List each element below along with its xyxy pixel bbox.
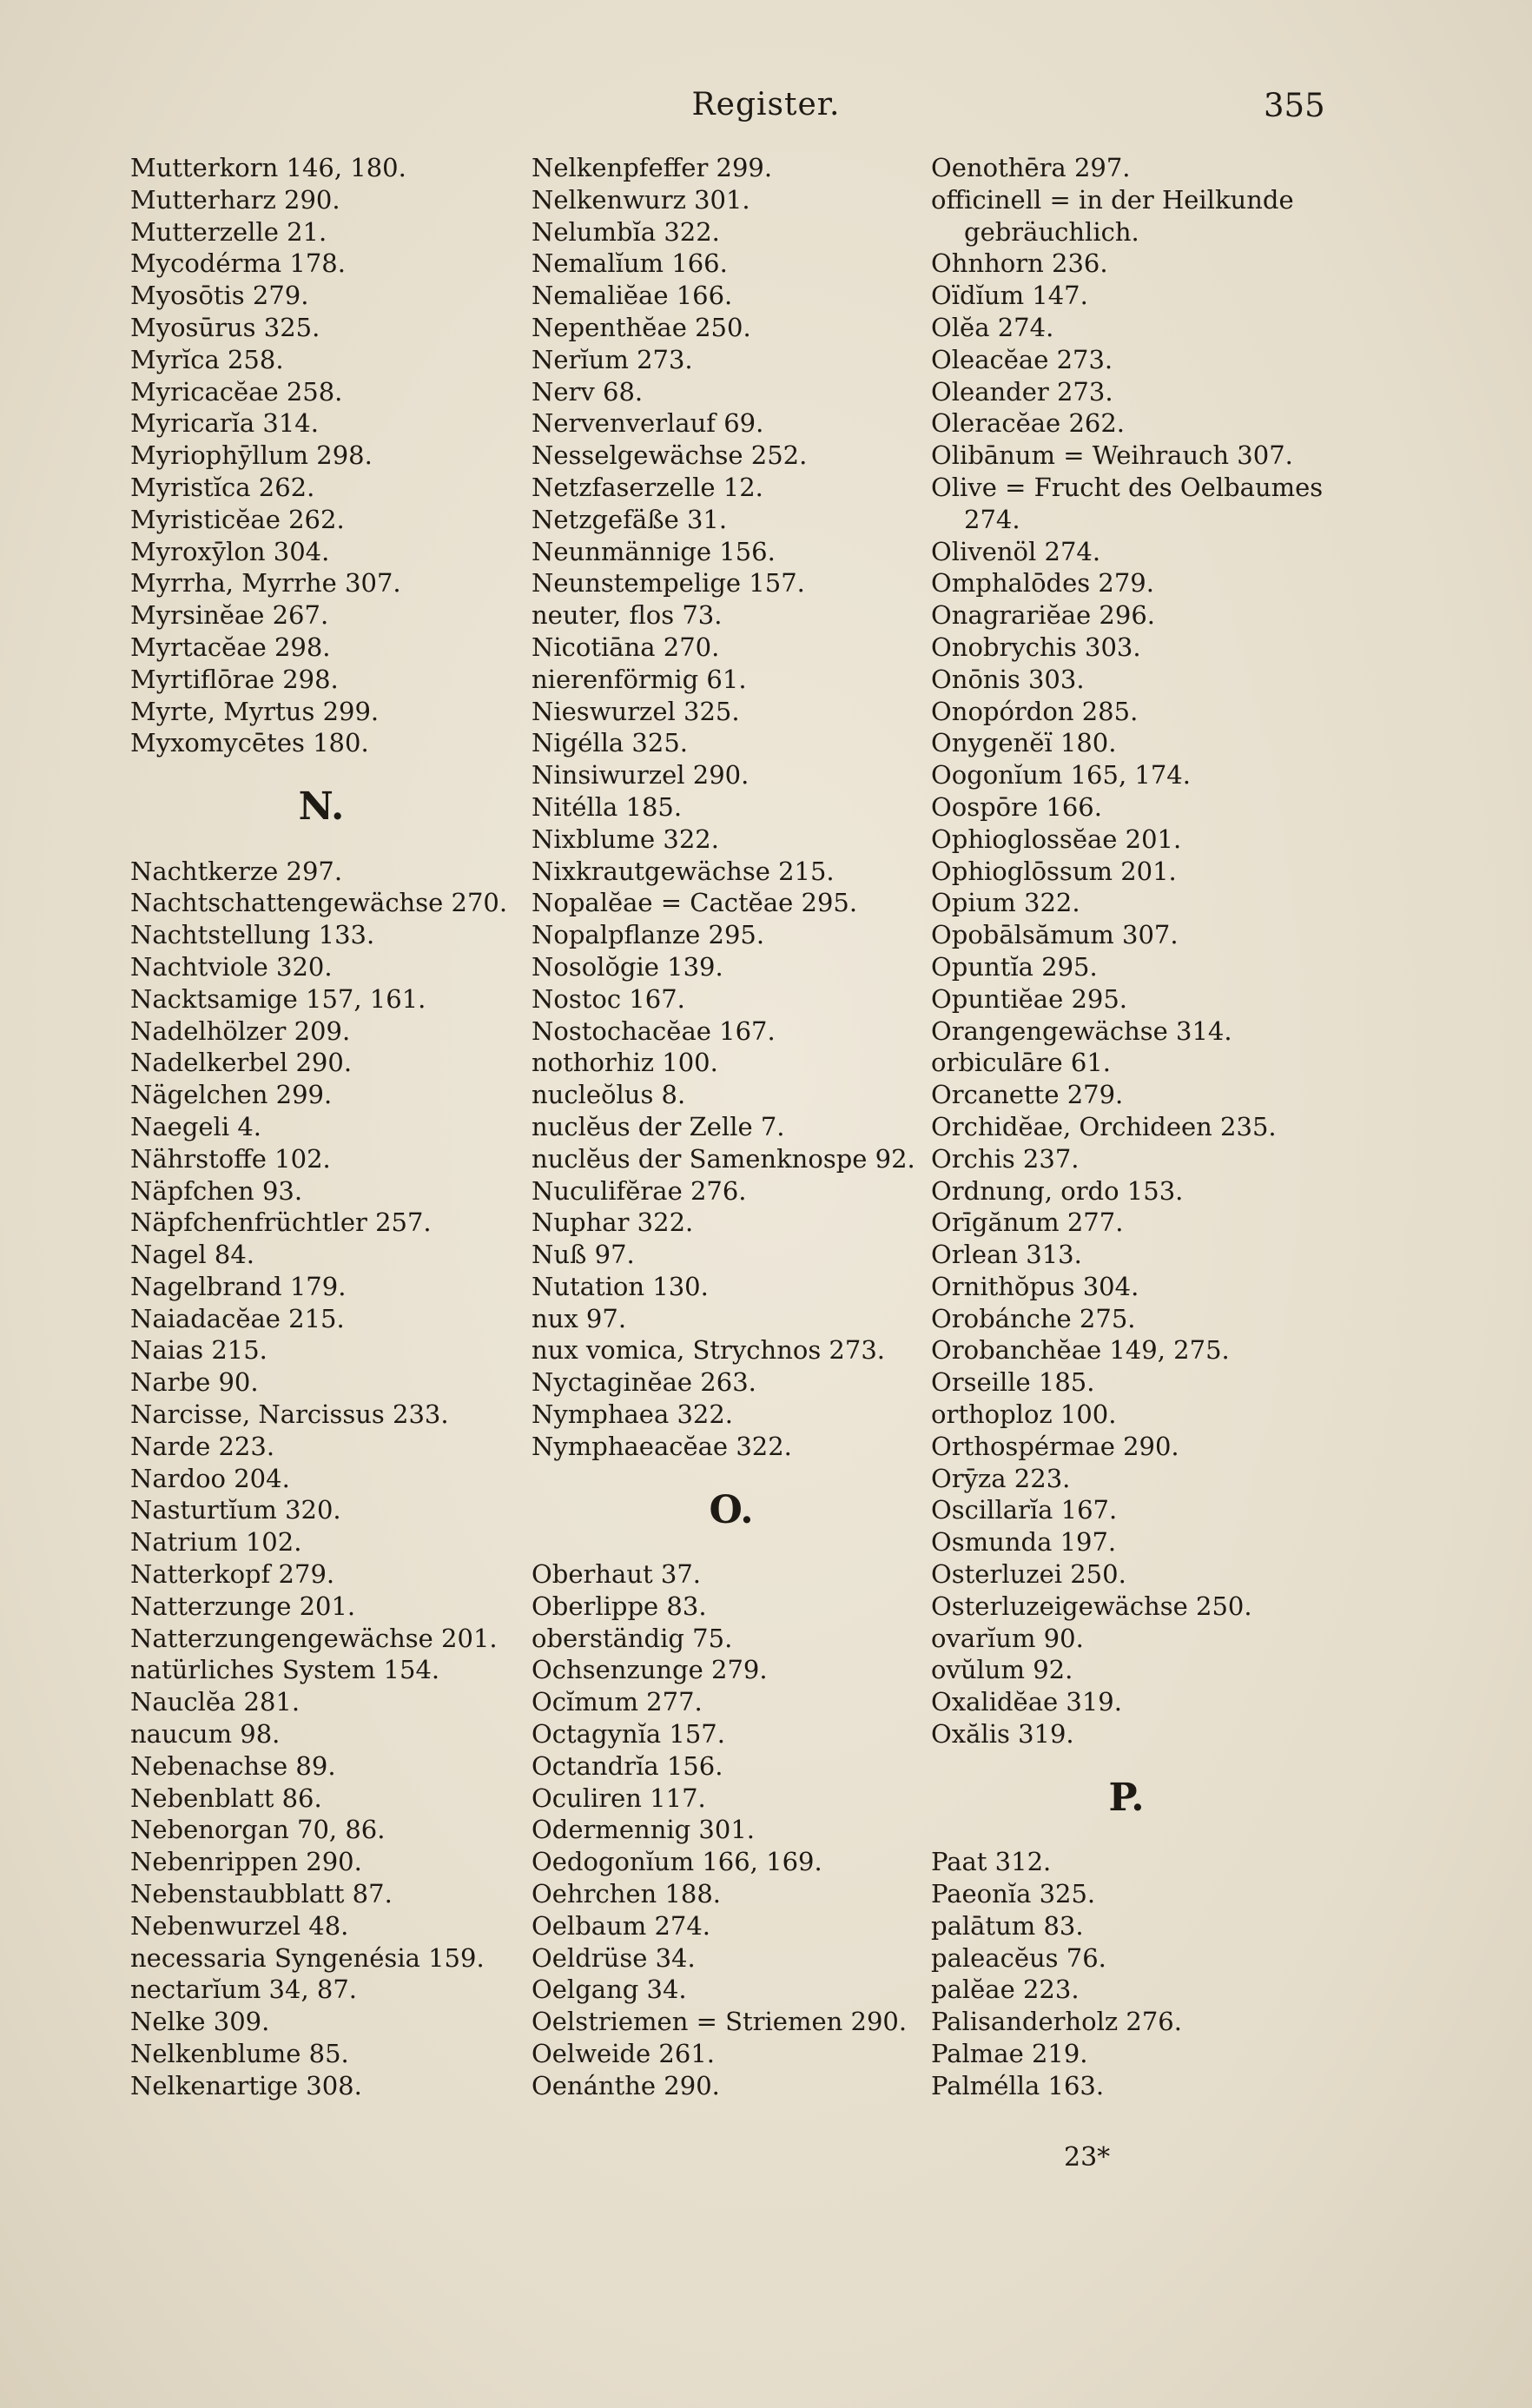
index-entry: Oscillarĭa 167. (931, 1495, 1118, 1525)
index-entry: nucleŏlus 8. (532, 1080, 686, 1110)
index-entry: Naegeli 4. (130, 1111, 261, 1141)
index-entry: Paat 312. (931, 1847, 1052, 1877)
index-entry: Nervenverlauf 69. (532, 408, 764, 439)
index-entry: Nadelhölzer 209. (130, 1015, 351, 1046)
index-entry: Ophioglossĕae 201. (931, 824, 1182, 854)
index-entry: palĕae 223. (931, 1975, 1080, 2005)
index-entry: Oenothēra 297. (931, 153, 1131, 182)
index-entry: Osterluzei 250. (931, 1559, 1126, 1590)
index-entry: Omphalōdes 279. (931, 568, 1154, 599)
index-entry: Onygenĕï 180. (931, 728, 1117, 758)
index-entry: Ophioglōssum 201. (931, 856, 1177, 886)
index-entry: Osterluzeigewächse 250. (931, 1591, 1252, 1621)
index-entry: Nebenachse 89. (130, 1750, 336, 1781)
index-entry: Nachtschattengewächse 270. (130, 888, 508, 918)
index-entry: Nerv 68. (532, 376, 644, 407)
index-entry: Oleracĕae 262. (931, 408, 1126, 439)
index-entry: Natrium 102. (130, 1527, 302, 1558)
index-column-3 (931, 152, 1322, 2102)
index-entry: Orchis 237. (931, 1143, 1080, 1174)
index-entry: Nachtstellung 133. (130, 920, 375, 950)
index-entry: Nostochacĕae 167. (532, 1015, 776, 1046)
index-entry: Orcanette 279. (931, 1080, 1124, 1110)
index-entry: orbiculāre 61. (931, 1048, 1112, 1078)
index-entry: Octandrĭa 156. (532, 1750, 723, 1781)
index-entry: Nardoo 204. (130, 1463, 290, 1493)
index-entry: Nerĭum 273. (532, 344, 693, 374)
index-entry: Palmélla 163. (931, 2070, 1105, 2100)
index-entry: Nebenstaubblatt 87. (130, 1879, 393, 1909)
index-entry: Nadelkerbel 290. (130, 1048, 353, 1078)
index-entry: Olive = Frucht des Oelbaumes (931, 472, 1324, 502)
index-entry: Oelweide 261. (532, 2039, 715, 2069)
index-entry: Myricacĕae 258. (130, 376, 343, 407)
index-entry: Oeldrüse 34. (532, 1942, 696, 1973)
index-entry: officinell = in der Heilkunde (931, 184, 1294, 215)
index-entry: Mutterkorn 146, 180. (130, 153, 406, 182)
index-entry: Nicotiāna 270. (532, 632, 720, 662)
index-entry: Nuß 97. (532, 1240, 635, 1270)
index-entry: Oxalidĕae 319. (931, 1687, 1122, 1717)
index-column-1 (130, 152, 512, 2102)
index-entry: Nelkenpfeffer 299. (532, 153, 773, 182)
index-entry: Orangengewächse 314. (931, 1015, 1232, 1046)
index-entry: nierenförmig 61. (532, 664, 747, 694)
index-entry: Näpfchenfrüchtler 257. (130, 1207, 432, 1238)
index-entry: Nacktsamige 157, 161. (130, 983, 426, 1014)
index-entry: Nachtkerze 297. (130, 856, 343, 886)
section-letter: P. (1108, 1775, 1145, 1820)
index-entry: Ocĭmum 277. (532, 1687, 703, 1717)
index-entry: Myricarĭa 314. (130, 408, 319, 439)
index-entry: palātum 83. (931, 1910, 1084, 1941)
index-entry: Myxomycētes 180. (130, 728, 369, 758)
index-entry: Myrtiflōrae 298. (130, 664, 339, 694)
index-entry: Nepenthĕae 250. (532, 312, 751, 342)
index-entry: Orseille 185. (931, 1367, 1095, 1398)
index-entry: Nuculifĕrae 276. (532, 1175, 747, 1206)
index-entry: Oleander 273. (931, 376, 1113, 407)
index-entry: Nyctaginĕae 263. (532, 1367, 756, 1398)
index-entry: Nelkenblume 85. (130, 2039, 349, 2069)
index-entry: Octagynĭa 157. (532, 1719, 725, 1750)
index-entry: Nauclĕa 281. (130, 1687, 300, 1717)
index-entry: Myosūrus 325. (130, 312, 320, 342)
index-entry: Nelkenartige 308. (130, 2070, 362, 2100)
index-entry: Nachtviole 320. (130, 951, 333, 982)
index-entry: Nagel 84. (130, 1240, 255, 1270)
index-entry: Nagelbrand 179. (130, 1271, 347, 1301)
index-entry: Ochsenzunge 279. (532, 1655, 768, 1685)
index-entry: Onagrariĕae 296. (931, 600, 1155, 631)
index-entry: Oculiren 117. (532, 1783, 706, 1813)
index-entry: Natterzungengewächse 201. (130, 1623, 498, 1653)
index-entry: Nägelchen 299. (130, 1080, 333, 1110)
index-entry: Myrrha, Myrrhe 307. (130, 568, 401, 599)
section-letter: N. (298, 784, 345, 830)
index-entry: Myrsinĕae 267. (130, 600, 329, 631)
index-entry: naucum 98. (130, 1719, 281, 1750)
index-entry: Olibānum = Weihrauch 307. (931, 440, 1293, 471)
index-entry: necessaria Syngenésia 159. (130, 1942, 485, 1973)
index-entry: Nymphaea 322. (532, 1399, 734, 1430)
index-entry: orthoploz 100. (931, 1399, 1117, 1430)
index-entry: Oxălis 319. (931, 1719, 1074, 1750)
index-entry: ovarĭum 90. (931, 1623, 1084, 1653)
index-entry: Nitélla 185. (532, 791, 683, 822)
index-entry: neuter, flos 73. (532, 600, 723, 631)
index-entry: Opuntiĕae 295. (931, 983, 1128, 1014)
index-entry: Nemalĭum 166. (532, 248, 728, 279)
index-entry: Mutterharz 290. (130, 184, 340, 215)
index-entry: Nasturtĭum 320. (130, 1495, 341, 1525)
index-entry: Nymphaeacĕae 322. (532, 1431, 792, 1461)
index-entry: Nelke 309. (130, 2007, 270, 2037)
signature-mark: 23* (1064, 2142, 1111, 2173)
index-entry: Onōnis 303. (931, 664, 1085, 694)
index-entry: paleacĕus 76. (931, 1942, 1106, 1973)
index-entry: nothorhiz 100. (532, 1048, 718, 1078)
index-column-2 (532, 152, 931, 2102)
index-entry: Ordnung, ordo 153. (931, 1175, 1184, 1206)
index-entry: Nixkrautgewächse 215. (532, 856, 835, 886)
index-entry: Oelbaum 274. (532, 1910, 711, 1941)
index-entry: Natterkopf 279. (130, 1559, 335, 1590)
index-entry: Myrtacĕae 298. (130, 632, 331, 662)
index-entry: Onopórdon 285. (931, 696, 1139, 726)
index-entry: Ninsiwurzel 290. (532, 760, 749, 791)
index-entry: Nixblume 322. (532, 824, 719, 854)
index-entry: Oogonĭum 165, 174. (931, 760, 1191, 791)
index-entry: nectarĭum 34, 87. (130, 1975, 358, 2005)
index-entry: Myroxȳlon 304. (130, 536, 330, 566)
page-number: 355 (1264, 87, 1325, 124)
index-entry: Naiadacĕae 215. (130, 1303, 345, 1333)
index-entry: Nosolŏgie 139. (532, 951, 723, 982)
index-entry: Narde 223. (130, 1431, 275, 1461)
index-entry: Oelgang 34. (532, 1975, 687, 2005)
running-head: Register. (691, 87, 841, 122)
index-entry: Nopalĕae = Cactĕae 295. (532, 888, 858, 918)
index-entry: Mutterzelle 21. (130, 216, 327, 247)
index-entry: Nelumbĭa 322. (532, 216, 720, 247)
index-entry: Orȳza 223. (931, 1463, 1071, 1493)
index-entry: Paeonĭa 325. (931, 1879, 1096, 1909)
index-entry: Odermennig 301. (532, 1815, 756, 1845)
index-entry: Oedogonĭum 166, 169. (532, 1847, 822, 1877)
index-entry: Oospōre 166. (931, 791, 1102, 822)
index-entry: Olĕa 274. (931, 312, 1054, 342)
index-entry: Nuphar 322. (532, 1207, 694, 1238)
index-entry: Nigélla 325. (532, 728, 689, 758)
index-entry: Myristicĕae 262. (130, 504, 345, 534)
index-entry: Myriophȳllum 298. (130, 440, 373, 471)
index-entry: Palmae 219. (931, 2039, 1088, 2069)
index-entry: Ohnhorn 236. (931, 248, 1108, 279)
index-entry: Oehrchen 188. (532, 1879, 722, 1909)
index-entry: Orīgănum 277. (931, 1207, 1124, 1238)
index-entry: oberständig 75. (532, 1623, 733, 1653)
index-entry: Myristĭca 262. (130, 472, 315, 502)
index-entry: Naias 215. (130, 1335, 267, 1366)
index-entry: Opobālsămum 307. (931, 920, 1179, 950)
index-entry: Nebenblatt 86. (130, 1783, 322, 1813)
index-entry: Orchidĕae, Orchideen 235. (931, 1111, 1277, 1141)
index-entry: Oïdĭum 147. (931, 281, 1088, 311)
index-entry: nux vomica, Strychnos 273. (532, 1335, 886, 1366)
index-entry: Nutation 130. (532, 1271, 709, 1301)
index-entry: Myrte, Myrtus 299. (130, 696, 380, 726)
index-entry: Netzgefäße 31. (532, 504, 728, 534)
section-letter: O. (709, 1487, 754, 1532)
index-entry: Orobanchĕae 149, 275. (931, 1335, 1230, 1366)
index-entry: Nieswurzel 325. (532, 696, 740, 726)
index-entry: Oenánthe 290. (532, 2070, 720, 2100)
index-entry: Neunmännige 156. (532, 536, 776, 566)
index-entry: Nährstoffe 102. (130, 1143, 331, 1174)
index-entry: Nemaliĕae 166. (532, 281, 733, 311)
index-entry: Myrĭca 258. (130, 344, 284, 374)
index-entry: Netzfaserzelle 12. (532, 472, 763, 502)
index-entry: ovŭlum 92. (931, 1655, 1073, 1685)
index-entry: Oberhaut 37. (532, 1559, 701, 1590)
index-entry: Onobrychis 303. (931, 632, 1141, 662)
index-entry: natürliches System 154. (130, 1655, 440, 1685)
index-entry: Opuntĭa 295. (931, 951, 1098, 982)
index-entry: Oelstriemen = Striemen 290. (532, 2007, 908, 2037)
index-entry: Narcisse, Narcissus 233. (130, 1399, 449, 1430)
index-entry-continuation: gebräuchlich. (964, 216, 1139, 247)
index-entry: Ornithŏpus 304. (931, 1271, 1139, 1301)
index-entry: Oleacĕae 273. (931, 344, 1113, 374)
index-entry: Nelkenwurz 301. (532, 184, 750, 215)
index-entry: Olivenöl 274. (931, 536, 1101, 566)
index-entry: nuclĕus der Zelle 7. (532, 1111, 785, 1141)
index-entry-continuation: 274. (964, 504, 1020, 534)
index-entry: Oberlippe 83. (532, 1591, 707, 1621)
index-entry: Orlean 313. (931, 1240, 1082, 1270)
index-entry: Natterzunge 201. (130, 1591, 356, 1621)
index-entry: Orthospérmae 290. (931, 1431, 1179, 1461)
index-entry: Neunstempelige 157. (532, 568, 805, 599)
index-entry: nuclĕus der Samenknospe 92. (532, 1143, 915, 1174)
index-entry: Nebenrippen 290. (130, 1847, 362, 1877)
index-entry: Nesselgewächse 252. (532, 440, 808, 471)
index-entry: Orobánche 275. (931, 1303, 1136, 1333)
index-entry: Osmunda 197. (931, 1527, 1117, 1558)
index-entry: Myosōtis 279. (130, 281, 309, 311)
index-entry: Nopalpflanze 295. (532, 920, 765, 950)
index-entry: Nebenwurzel 48. (130, 1910, 349, 1941)
index-entry: Narbe 90. (130, 1367, 259, 1398)
index-entry: Palisanderholz 276. (931, 2007, 1182, 2037)
index-entry: Nebenorgan 70, 86. (130, 1815, 386, 1845)
index-entry: Mycodérma 178. (130, 248, 346, 279)
index-entry: nux 97. (532, 1303, 627, 1333)
index-entry: Opium 322. (931, 888, 1080, 918)
index-entry: Nostoc 167. (532, 983, 685, 1014)
index-entry: Näpfchen 93. (130, 1175, 303, 1206)
